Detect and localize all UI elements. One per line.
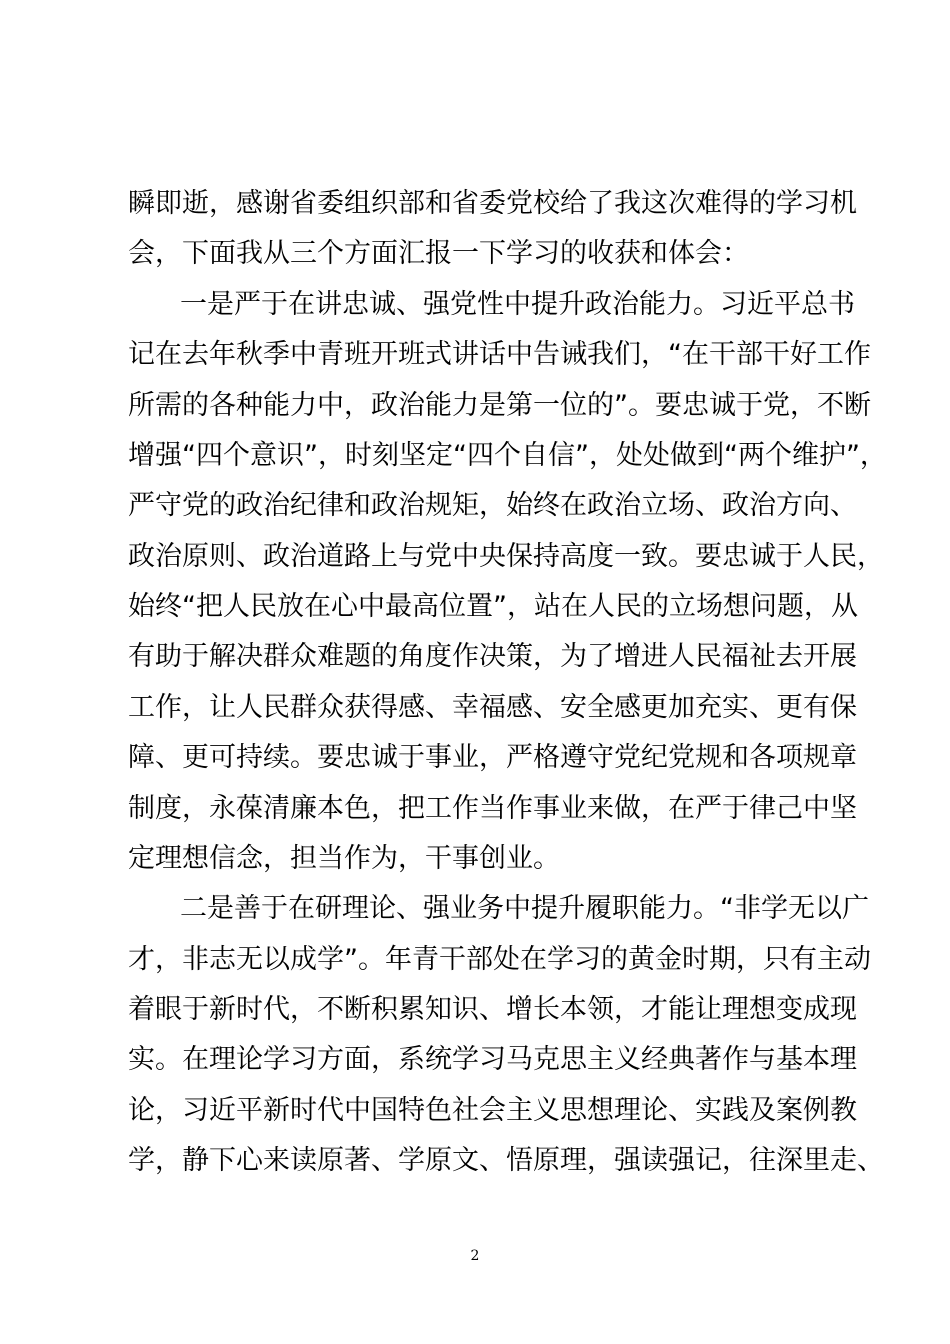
text-line: 记在去年秋季中青班开班式讲话中告诫我们，“在干部干好工作 xyxy=(128,339,871,370)
text-line: 着眼于新时代，不断积累知识、增长本领，才能让理想变成现 xyxy=(128,994,857,1025)
text-line: 工作，让人民群众获得感、幸福感、安全感更加充实、更有保 xyxy=(128,692,857,723)
text-line: 实。在理论学习方面，系统学习马克思主义经典著作与基本理 xyxy=(128,1044,857,1075)
text-line: 政治原则、政治道路上与党中央保持高度一致。要忠诚于人民， xyxy=(128,541,884,572)
text-line: 论，习近平新时代中国特色社会主义思想理论、实践及案例教 xyxy=(128,1095,857,1126)
text-line: 障、更可持续。要忠诚于事业，严格遵守党纪党规和各项规章 xyxy=(128,742,857,773)
text-line: 所需的各种能力中，政治能力是第一位的”。要忠诚于党，不断 xyxy=(128,390,871,421)
text-line: 增强“四个意识”，时刻坚定“四个自信”，处处做到“两个维护”， xyxy=(128,440,887,471)
text-line: 瞬即逝，感谢省委组织部和省委党校给了我这次难得的学习机 xyxy=(128,188,857,219)
page-number: 2 xyxy=(470,1248,480,1264)
paragraph-start-line: 一是严于在讲忠诚、强党性中提升政治能力。习近平总书 xyxy=(180,289,855,320)
paragraph-start-line: 二是善于在研理论、强业务中提升履职能力。“非学无以广 xyxy=(180,893,869,924)
text-line: 会，下面我从三个方面汇报一下学习的收获和体会： xyxy=(128,238,749,269)
text-line: 定理想信念，担当作为，干事创业。 xyxy=(128,843,560,874)
text-line: 严守党的政治纪律和政治规矩，始终在政治立场、政治方向、 xyxy=(128,490,857,521)
text-line: 有助于解决群众难题的角度作决策，为了增进人民福祉去开展 xyxy=(128,641,857,672)
text-line: 学，静下心来读原著、学原文、悟原理，强读强记，往深里走、 xyxy=(128,1145,884,1176)
text-line: 制度，永葆清廉本色，把工作当作事业来做，在严于律己中坚 xyxy=(128,793,857,824)
text-line: 才，非志无以成学”。年青干部处在学习的黄金时期，只有主动 xyxy=(128,944,871,975)
text-line: 始终“把人民放在心中最高位置”，站在人民的立场想问题，从 xyxy=(128,591,858,622)
